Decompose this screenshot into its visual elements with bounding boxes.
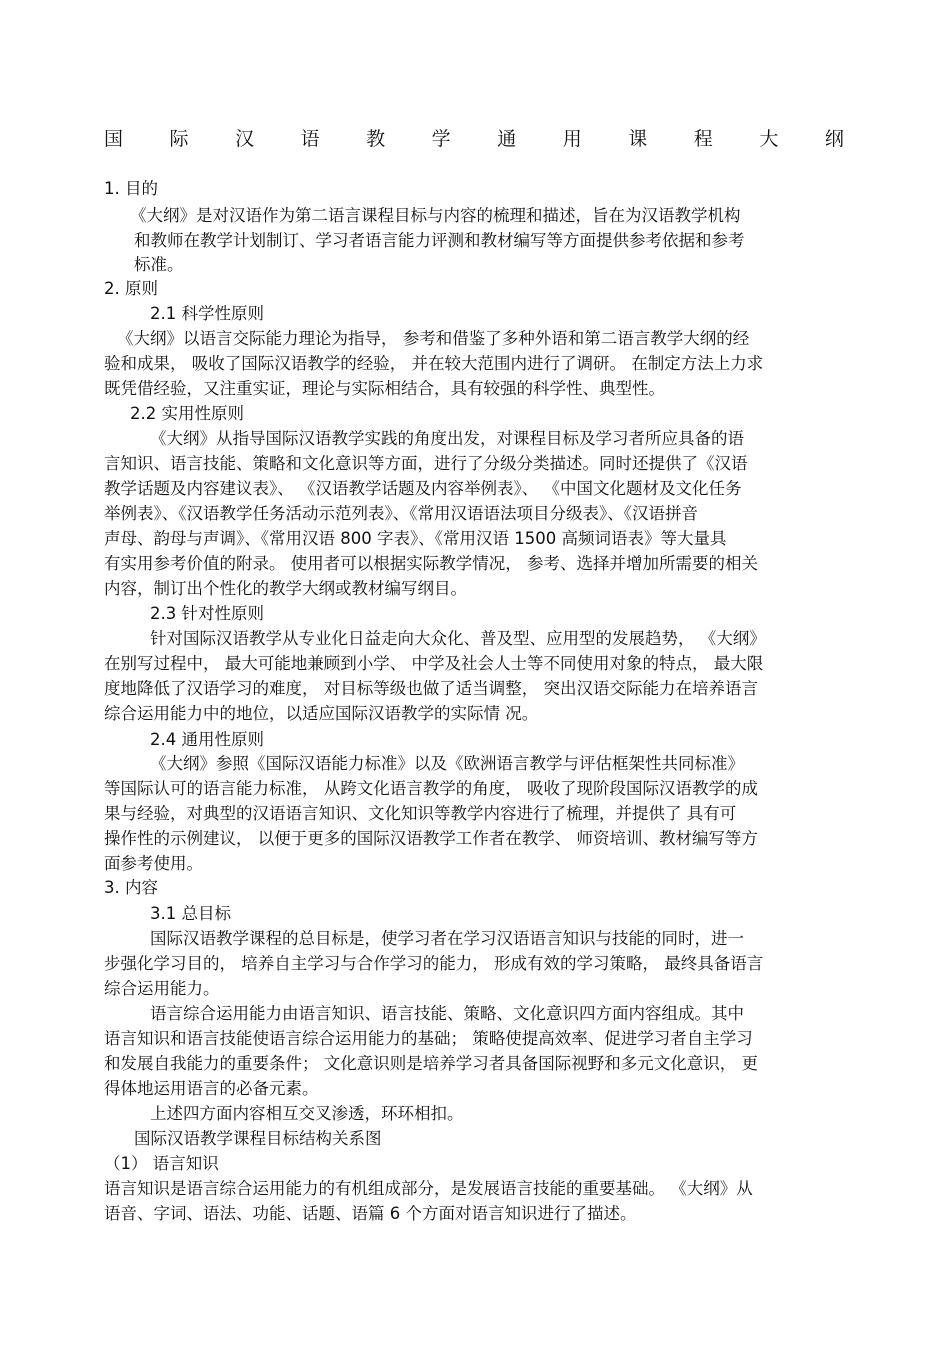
paragraph-line: 步强化学习目的， 培养自主学习与合作学习的能力， 形成有效的学习策略， 最终具备语言 [104,954,764,973]
title-char: 际 [169,128,189,150]
title-char: 通 [497,128,517,150]
title-char: 语 [300,128,320,150]
paragraph-line: 有实用参考价值的附录。 使用者可以根据实际教学情况， 参考、选择并增加所需要的相关 [104,554,758,573]
title-char: 国 [104,128,124,150]
subsection-heading: 2.1 科学性原则 [150,304,264,323]
section-heading: 2. 原则 [104,279,158,298]
subsection-heading: 2.2 实用性原则 [130,404,244,423]
paragraph-line: 果与经验，对典型的汉语语言知识、文化知识等教学内容进行了梳理，并提供了 具有可 [104,804,737,823]
section-heading: 3. 内容 [104,878,158,897]
paragraph-line: 举例表》、《汉语教学任务活动示范列表》、《常用汉语语法项目分级表》、《汉语拼音 [104,504,698,523]
paragraph-line: 语言知识和语言技能使语言综合运用能力的基础； 策略使提高效率、促进学习者自主学习 [104,1029,753,1048]
title-char: 学 [431,128,451,150]
paragraph-line: 上述四方面内容相互交叉渗透，环环相扣。 [150,1104,464,1123]
title-char: 程 [693,128,713,150]
subsection-heading: 2.3 针对性原则 [150,604,264,623]
subsection-heading: 2.4 通用性原则 [150,730,264,749]
subsection-heading: 3.1 总目标 [150,904,231,923]
figure-caption: 国际汉语教学课程目标结构关系图 [134,1129,382,1148]
document-title [104,124,844,151]
paragraph-line: 标准。 [134,255,184,274]
title-char: 纲 [824,128,844,150]
title-char: 教 [366,128,386,150]
paragraph-line: 针对国际汉语教学从专业化日益走向大众化、普及型、应用型的发展趋势， 《大纲》 [150,629,766,648]
paragraph-line: 验和成果， 吸收了国际汉语教学的经验， 并在较大范围内进行了调研。 在制定方法上力求 [104,354,764,373]
subsection-heading: （1） 语言知识 [104,1154,219,1173]
paragraph-line: 度地降低了汉语学习的难度， 对目标等级也做了适当调整， 突出汉语交际能力在培养语言 [104,679,758,698]
paragraph-line: 和教师在教学计划制订、学习者语言能力评测和教材编写等方面提供参考依据和参考 [134,231,745,250]
paragraph-line: 教学话题及内容建议表》、 《汉语教学话题及内容举例表》、 《中国文化题材及文化任务 [104,479,742,498]
paragraph-line: 在别写过程中， 最大可能地兼顾到小学、 中学及社会人士等不同使用对象的特点， 最大限 [104,654,764,673]
paragraph-line: 国际汉语教学课程的总目标是，使学习者在学习汉语语言知识与技能的同时，进一 [150,929,744,948]
paragraph-line: 操作性的示例建议， 以便于更多的国际汉语教学工作者在教学、 师资培训、教材编写等方 [104,829,758,848]
paragraph-line: 内容，制订出个性化的教学大纲或教材编写纲目。 [104,579,467,598]
paragraph-line: 面参考使用。 [104,854,203,873]
paragraph-line: 既凭借经验，又注重实证，理论与实际相结合，具有较强的科学性、典型性。 [104,379,665,398]
title-char: 汉 [235,128,255,150]
paragraph-line: 语言综合运用能力由语言知识、语言技能、策略、文化意识四方面内容组成。其中 [150,1004,744,1023]
paragraph-line: 综合运用能力。 [104,979,220,998]
section-heading: 1. 目的 [104,179,158,198]
paragraph-line: 得体地运用语言的必备元素。 [104,1079,319,1098]
paragraph-line: 言知识、语言技能、策略和文化意识等方面，进行了分级分类描述。同时还提供了《汉语 [104,454,748,473]
paragraph-line: 和发展自我能力的重要条件； 文化意识则是培养学习者具备国际视野和多元文化意识， 更 [104,1054,758,1073]
title-char: 课 [628,128,648,150]
title-char: 用 [562,128,582,150]
paragraph-line: 语言知识是语言综合运用能力的有机组成部分，是发展语言技能的重要基础。 《大纲》从 [104,1179,753,1198]
paragraph-line: 声母、韵母与声调》、《常用汉语 800 字表》、《常用汉语 1500 高频词语表》等大量具 [104,529,727,548]
paragraph-line: 《大纲》从指导国际汉语教学实践的角度出发，对课程目标及学习者所应具备的语 [150,429,744,448]
title-char: 大 [759,128,779,150]
paragraph-line: 综合运用能力中的地位，以适应国际汉语教学的实际情 况。 [104,704,539,723]
paragraph-line: 《大纲》以语言交际能力理论为指导， 参考和借鉴了多种外语和第二语言教学大纲的经 [117,329,750,348]
paragraph-line: 语音、字词、语法、功能、话题、语篇 6 个方面对语言知识进行了描述。 [104,1204,637,1223]
paragraph-line: 《大纲》是对汉语作为第二语言课程目标与内容的梳理和描述，旨在为汉语教学机构 [130,206,741,225]
paragraph-line: 《大纲》参照《国际汉语能力标准》以及《欧洲语言教学与评估框架性共同标准》 [150,754,744,773]
paragraph-line: 等国际认可的语言能力标准， 从跨文化语言教学的角度， 吸收了现阶段国际汉语教学的成 [104,779,758,798]
